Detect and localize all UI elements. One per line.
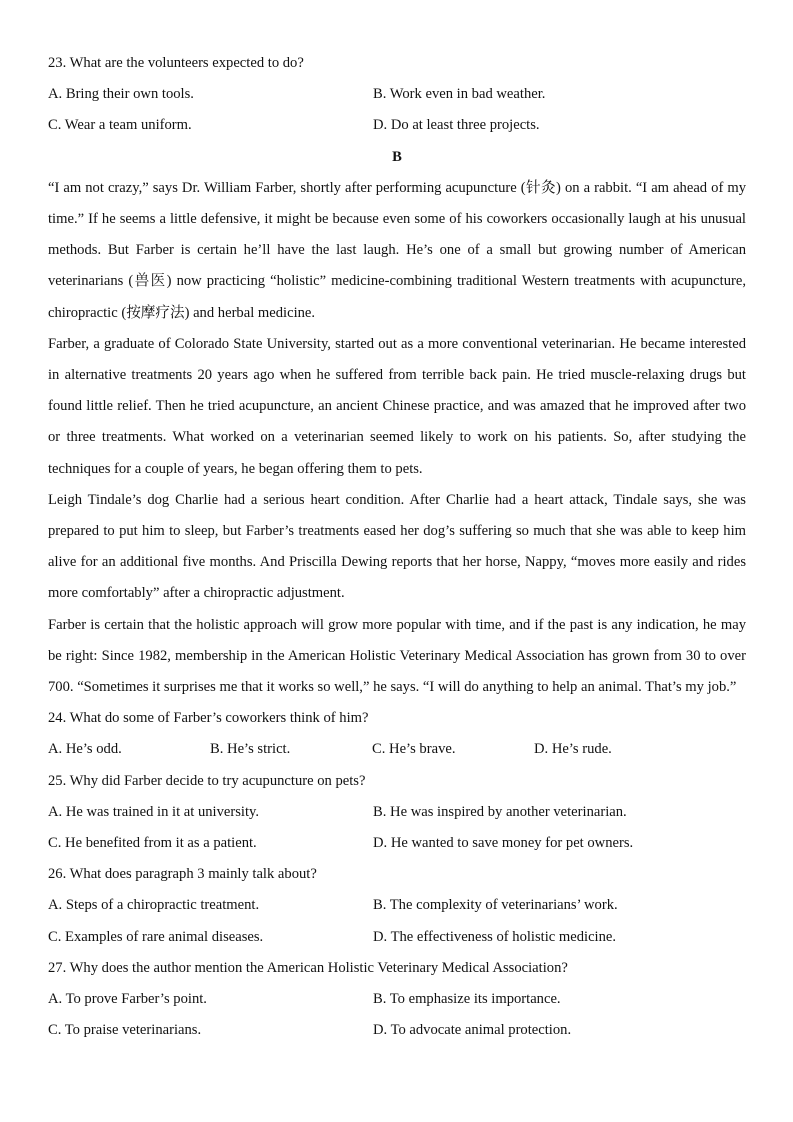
exam-page	[48, 48, 746, 1046]
option-26-d: D. The effectiveness of holistic medicine.	[373, 928, 617, 945]
option-26-a: A. Steps of a chiropractic treatment.	[48, 897, 260, 914]
question-24-options	[48, 734, 746, 765]
question-26: 26. What does paragraph 3 mainly talk about?	[48, 866, 317, 883]
question-27: 27. Why does the author mention the American Holistic Veterinary Medical Association?	[48, 959, 568, 976]
question-24: 24. What do some of Farber’s coworkers think of him?	[48, 710, 369, 727]
option-25-c: C. He benefited from it as a patient.	[48, 834, 257, 851]
question-23: 23. What are the volunteers expected to do?	[48, 55, 304, 71]
question-27-options-row-1	[48, 984, 746, 1015]
question-23-options-row-1	[48, 79, 746, 110]
question-25-options-row-2	[48, 828, 746, 859]
option-23-d: D. Do at least three projects.	[373, 117, 540, 134]
question-25-options-row-1	[48, 797, 746, 828]
option-23-c: C. Wear a team uniform.	[48, 117, 192, 134]
option-26-b: B. The complexity of veterinarians’ work.	[373, 897, 618, 914]
option-24-b: B. He’s strict.	[210, 741, 291, 758]
option-27-c: C. To praise veterinarians.	[48, 1022, 202, 1039]
option-27-b: B. To emphasize its importance.	[373, 990, 561, 1007]
option-23-a: A. Bring their own tools.	[48, 86, 194, 103]
passage-paragraph-4: Farber is certain that the holistic approach will grow more popular with time, and if the past is any indication, he may be right: Since 1982, membership in the American Holistic Veterinary Medical Association has grown from 30 to over 700. “Sometimes it surprises me that it works so well,” he says. “I will do anything to help an animal. That’s my job.”	[48, 616, 746, 695]
option-24-a: A. He’s odd.	[48, 741, 122, 758]
passage-paragraph-2: Farber, a graduate of Colorado State University, started out as a more conventional veterinarian. He became interested in alternative treatments 20 years ago when he suffered from terrible back pain. He tried muscle-relaxing drugs but found little relief. Then he tried acupuncture, an ancient Chinese practice, and was amazed that he improved after two or three treatments. What worked on a veterinarian seemed likely to work on his patients. So, after studying the techniques for a couple of years, he began offering them to pets.	[48, 335, 746, 477]
option-27-d: D. To advocate animal protection.	[373, 1022, 572, 1039]
option-26-c: C. Examples of rare animal diseases.	[48, 928, 264, 945]
option-27-a: A. To prove Farber’s point.	[48, 990, 207, 1007]
section-b-heading: B	[392, 148, 402, 165]
question-25: 25. Why did Farber decide to try acupuncture on pets?	[48, 772, 366, 789]
option-24-d: D. He’s rude.	[534, 741, 612, 758]
question-23-options-row-2	[48, 110, 746, 141]
passage-paragraph-1: “I am not crazy,” says Dr. William Farber, shortly after performing acupuncture (针灸) on a rabbit. “I am ahead of my time.” If he seems a little defensive, it might be because even some of his coworkers occasionally laugh at his unusual methods. But Farber is certain he’ll have the last laugh. He’s one of a small but growing number of American veterinarians (兽医) now practicing “holistic” medicine-combining traditional Western treatments with acupuncture, chiropractic (按摩疗法) and herbal medicine.	[48, 179, 746, 321]
question-26-options-row-2	[48, 922, 746, 953]
option-24-c: C. He’s brave.	[372, 741, 456, 758]
option-25-b: B. He was inspired by another veterinarian.	[373, 803, 627, 820]
question-26-options-row-1	[48, 890, 746, 921]
passage-paragraph-3: Leigh Tindale’s dog Charlie had a serious heart condition. After Charlie had a heart attack, Tindale says, she was prepared to put him to sleep, but Farber’s treatments eased her dog’s suffering so much that she was able to keep him alive for an additional five months. And Priscilla Dewing reports that her horse, Nappy, “moves more easily and rides more comfortably” after a chiropractic adjustment.	[48, 491, 746, 602]
option-25-d: D. He wanted to save money for pet owners.	[373, 834, 634, 851]
passage	[48, 173, 746, 703]
option-25-a: A. He was trained in it at university.	[48, 803, 260, 820]
option-23-b: B. Work even in bad weather.	[373, 86, 546, 103]
question-27-options-row-2	[48, 1015, 746, 1046]
